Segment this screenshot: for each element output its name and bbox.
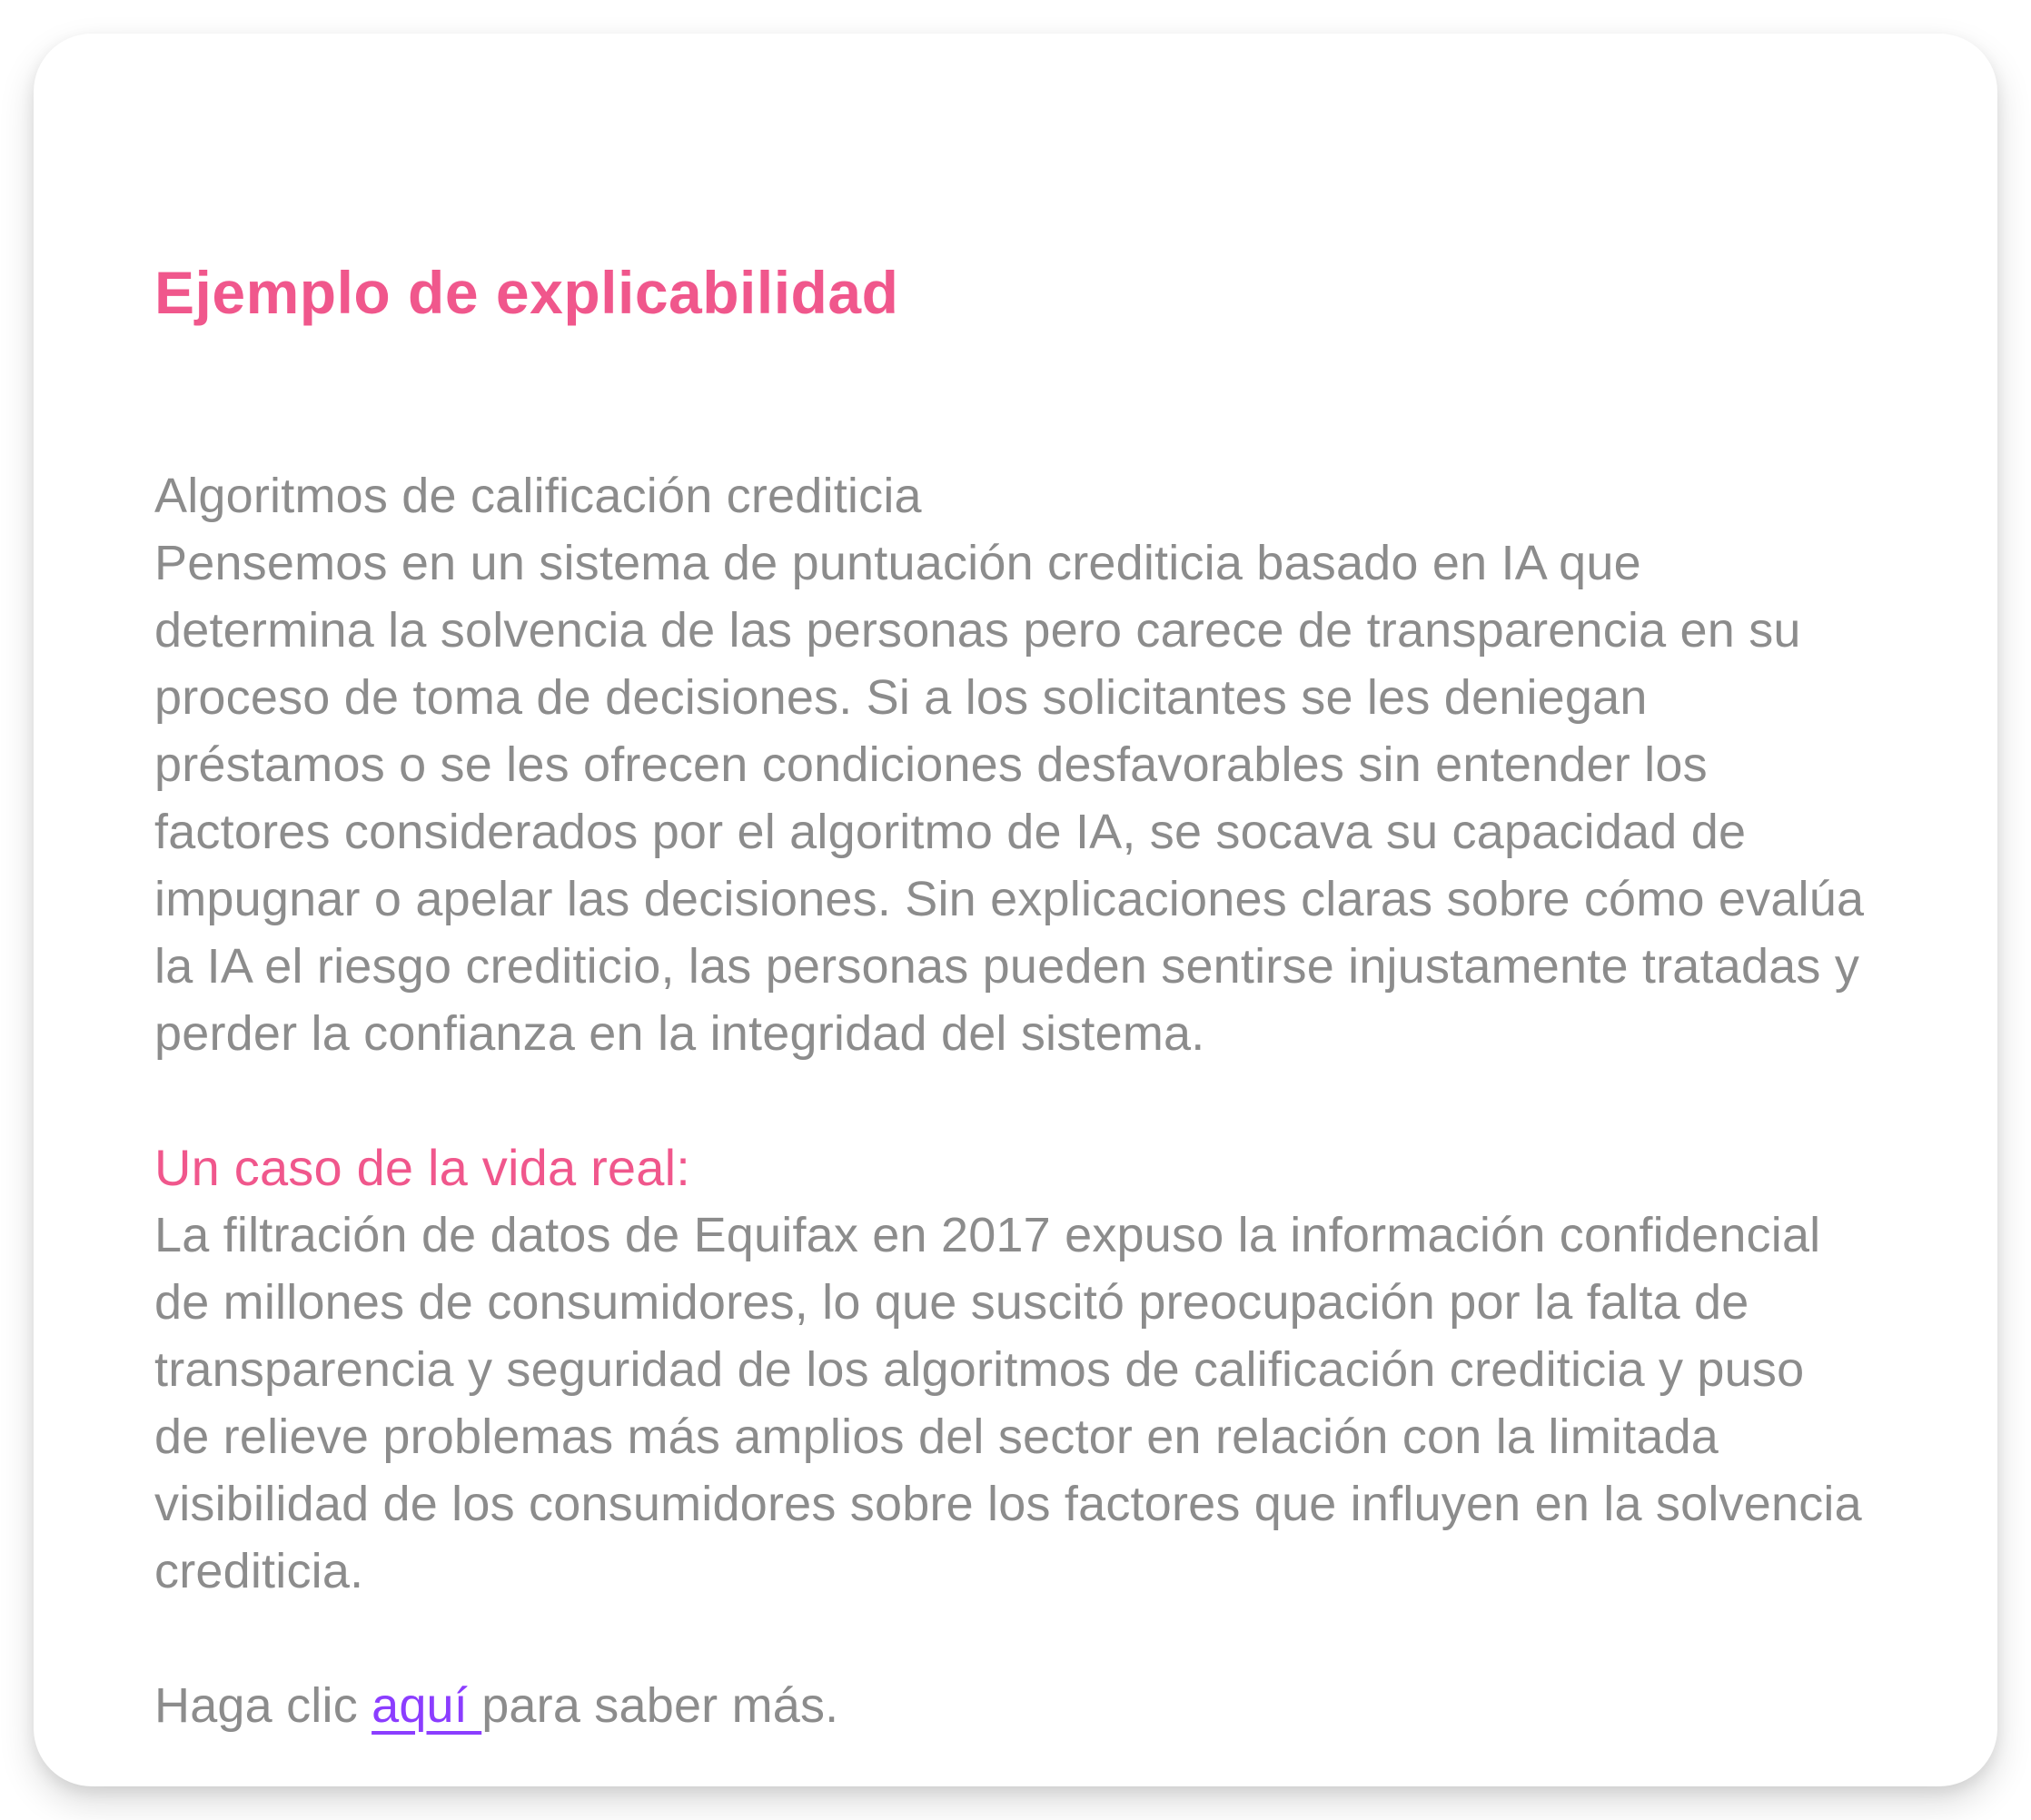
blank-line [154,1605,1870,1672]
section2-paragraph: La filtración de datos de Equifax en 2017 expuso la información confidencial de millones de consumidores, lo que suscitó preocupación por la falta de transparencia y seguridad de los algoritmos de calificación crediticia y puso de relieve problemas más amplios del sector en relación con la limitada visibilidad de los consumidores sobre los factores que influyen en la solvencia crediticia. [154,1207,1862,1598]
footer-line [154,1672,1870,1739]
footer-prefix-text: Haga clic [154,1677,372,1733]
page-title: Ejemplo de explicabilidad [154,259,899,326]
section1-paragraph: Pensemos en un sistema de puntuación crediticia basado en IA que determina la solvencia de las personas pero carece de transparencia en su proceso de toma de decisiones. Si a los solicitantes se les deniegan préstamos o se les ofrecen condiciones desfavorables sin entender los factores considerados por el algoritmo de IA, se socava su capacidad de impugnar o apelar las decisiones. Sin explicaciones claras sobre cómo evalúa la IA el riesgo crediticio, las personas pueden sentirse injustamente tratadas y perder la confianza en la integridad del sistema. [154,535,1865,1061]
content-card [34,34,1997,1786]
section1-subtitle: Algoritmos de calificación crediticia [154,468,922,523]
footer-suffix-text: para saber más. [481,1677,839,1733]
blank-line [154,1067,1870,1134]
body-text [154,462,1870,1739]
here-link[interactable]: aquí [372,1677,482,1733]
section2-heading: Un caso de la vida real: [154,1138,691,1196]
